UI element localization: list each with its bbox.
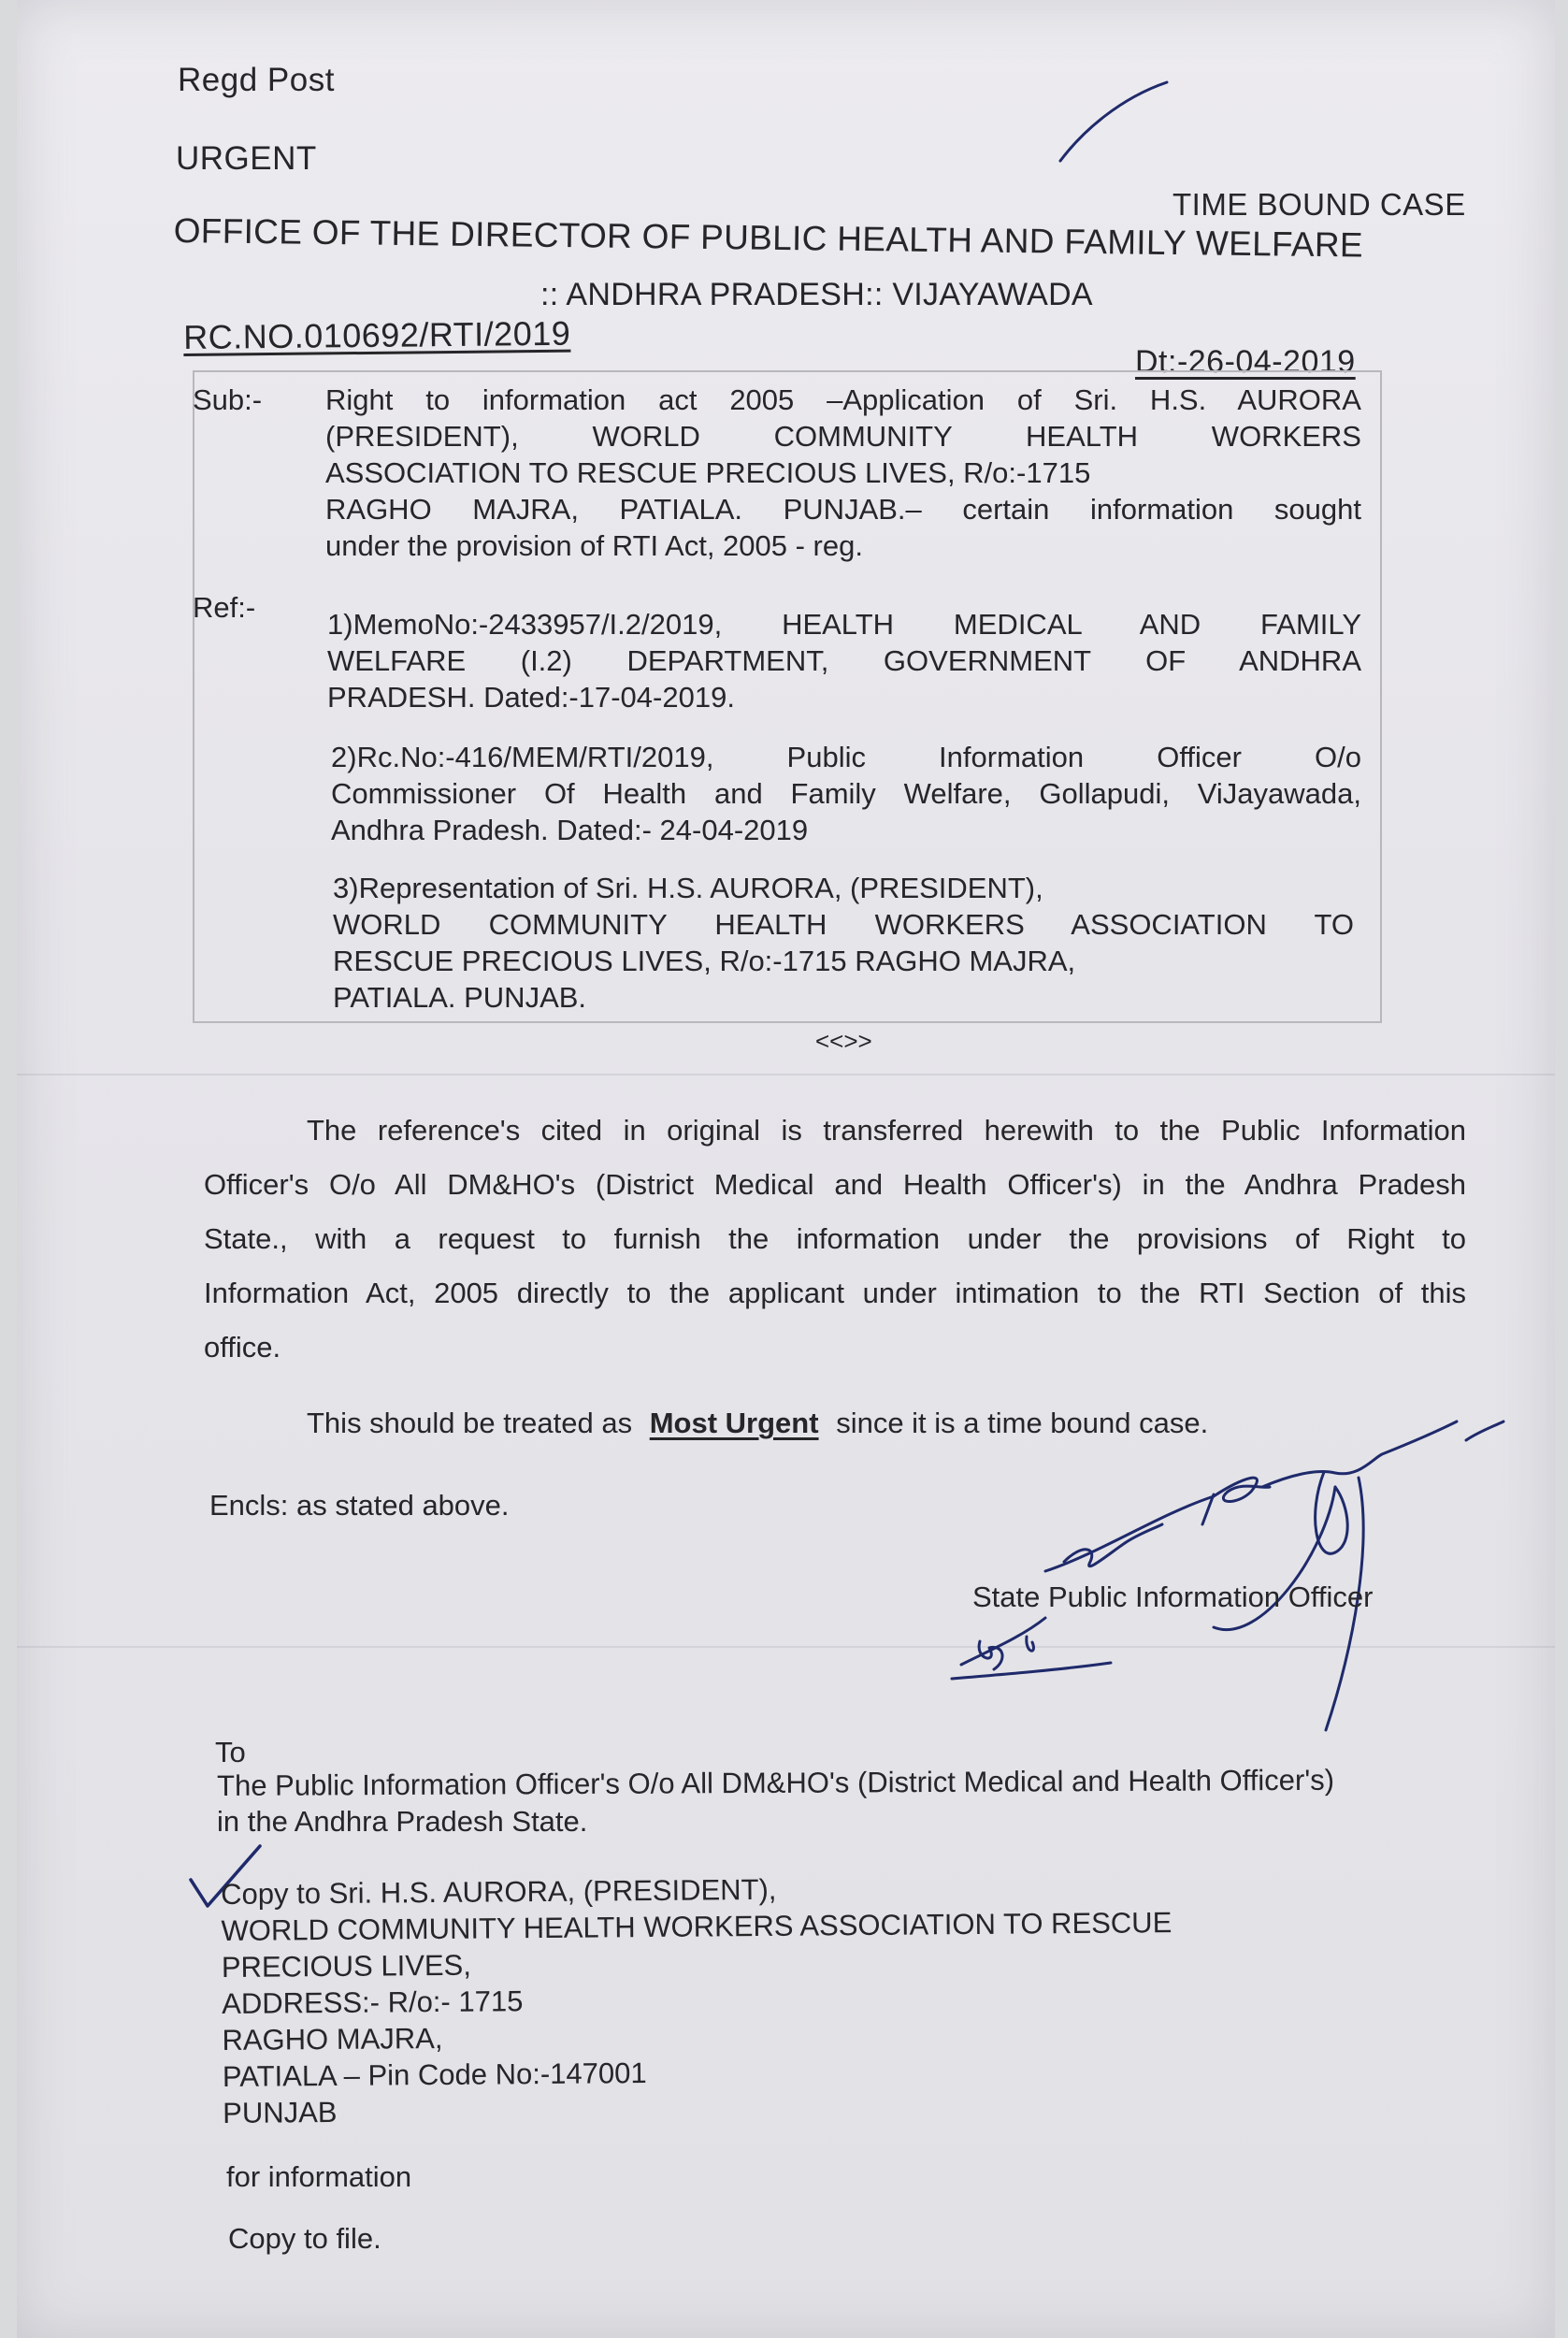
rc-number: RC.NO.010692/RTI/2019 [183,313,571,356]
body-line: Officer's O/o All DM&HO's (District Medical and Health Officer's) in the Andhra Pradesh [204,1168,1466,1201]
body-line: State., with a request to furnish the information under the provisions of Right to [204,1222,1466,1255]
body-line: Information Act, 2005 directly to the applicant under intimation to the RTI Section of this [204,1277,1466,1309]
subject-line: RAGHO MAJRA, PATIALA. PUNJAB.– certain information sought [325,493,1361,526]
body-line: The reference's cited in original is transferred herewith to the Public Information [307,1114,1466,1147]
copy-to-file-note: Copy to file. [228,2222,381,2255]
copy-line: PUNJAB [223,2095,338,2129]
for-information-note: for information [226,2160,412,2193]
reference-line: Andhra Pradesh. Dated:- 24-04-2019 [331,814,809,846]
reference-item-3 [333,870,1354,1016]
pen-stroke-mark [1055,75,1186,168]
to-label: To [215,1736,246,1768]
subject-line: ASSOCIATION TO RESCUE PRECIOUS LIVES, R/o:-1715 [325,456,1091,489]
reference-line: 2)Rc.No:-416/MEM/RTI/2019, Public Information Officer O/o [331,741,1361,773]
subject-label: Sub:- [193,383,263,416]
copy-line: PATIALA – Pin Code No:-147001 [222,2057,647,2093]
reference-line: Commissioner Of Health and Family Welfare, Gollapudi, ViJayawada, [331,777,1361,810]
regd-post: Regd Post [178,62,335,98]
reference-label: Ref:- [193,591,256,624]
handwritten-signature [933,1403,1513,1739]
urgency-note [307,1407,1208,1440]
copy-line: RAGHO MAJRA, [222,2021,443,2057]
to-addressee-line2: in the Andhra Pradesh State. [217,1805,588,1838]
reference-line: PATIALA. PUNJAB. [333,981,587,1014]
body-line: office. [204,1331,281,1364]
body-paragraph [204,1104,1466,1375]
subject-line: (PRESIDENT), WORLD COMMUNITY HEALTH WORKERS [325,420,1361,453]
reference-line: WORLD COMMUNITY HEALTH WORKERS ASSOCIATION TO [333,908,1354,941]
copy-line: ADDRESS:- R/o:- 1715 [222,1984,524,2020]
letter-date: Dt:-26-04-2019 [1135,344,1356,380]
urgency-prefix: This should be treated as [307,1407,633,1439]
reference-line: PRADESH. Dated:-17-04-2019. [327,681,735,714]
enclosures-note: Encls: as stated above. [209,1489,510,1522]
signatory-designation: State Public Information Officer [972,1580,1374,1613]
reference-line: 3)Representation of Sri. H.S. AURORA, (PRESIDENT), [333,872,1043,904]
reference-item-1 [327,606,1361,715]
letter-page [17,0,1555,2338]
subject-line: Right to information act 2005 –Application of Sri. H.S. AURORA [325,383,1361,416]
urgent-label: URGENT [176,140,317,177]
copy-line: PRECIOUS LIVES, [221,1948,472,1984]
fold-crease [17,1646,1555,1648]
subject-text [325,382,1361,564]
copy-recipient-block [221,1868,1173,2131]
reference-item-2 [331,739,1361,848]
fold-crease [17,1074,1555,1075]
reference-line: WELFARE (I.2) DEPARTMENT, GOVERNMENT OF ANDHRA [327,644,1361,677]
copy-line: WORLD COMMUNITY HEALTH WORKERS ASSOCIATION TO RESCUE [221,1906,1172,1947]
to-addressee-line1: The Public Information Officer's O/o All DM&HO's (District Medical and Health Officer's) [217,1763,1335,1802]
most-urgent-emphasis: Most Urgent [649,1407,819,1439]
reference-line: 1)MemoNo:-2433957/I.2/2019, HEALTH MEDICAL AND FAMILY [327,608,1361,641]
section-separator: <<>> [815,1027,872,1055]
reference-line: RESCUE PRECIOUS LIVES, R/o:-1715 RAGHO MAJRA, [333,945,1076,977]
urgency-suffix: since it is a time bound case. [836,1407,1209,1439]
office-title: OFFICE OF THE DIRECTOR OF PUBLIC HEALTH AND FAMILY WELFARE [173,211,1364,265]
copy-line: Copy to Sri. H.S. AURORA, (PRESIDENT), [221,1872,777,1911]
time-bound-label: TIME BOUND CASE [1172,187,1466,222]
office-location: :: ANDHRA PRADESH:: VIJAYAWADA [540,277,1093,312]
subject-line: under the provision of RTI Act, 2005 - reg. [325,529,863,562]
